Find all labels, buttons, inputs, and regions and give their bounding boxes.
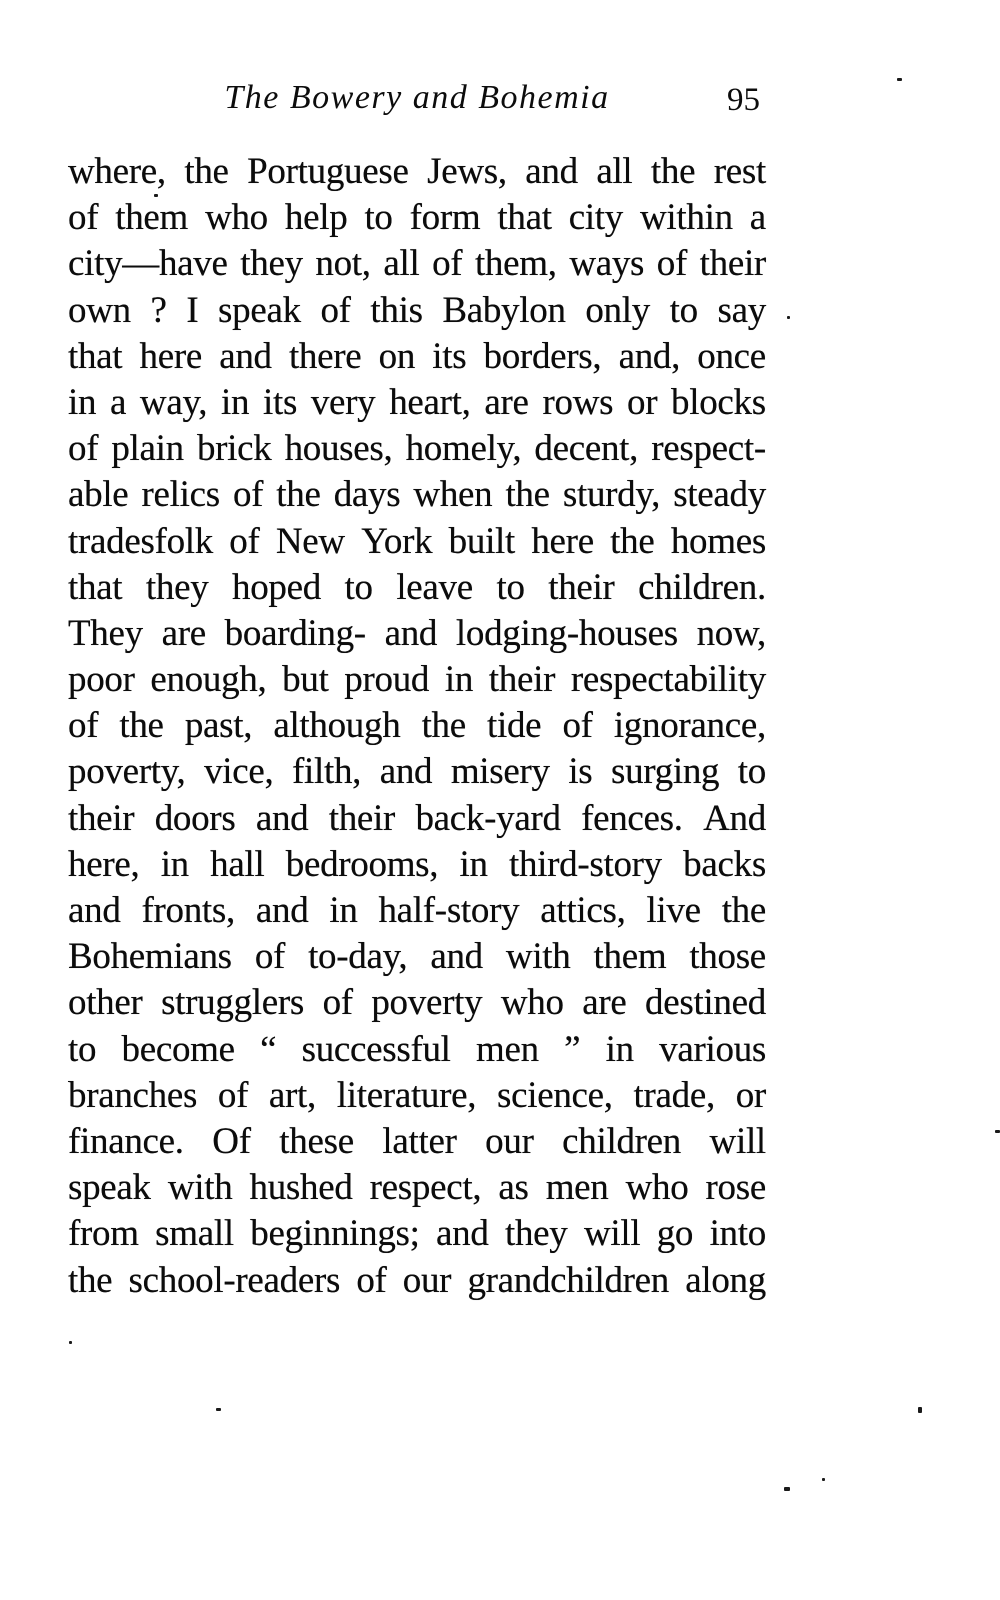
word: and, <box>618 335 681 377</box>
word: their <box>548 566 615 608</box>
word: past, <box>184 705 253 747</box>
text-line-16 <box>68 842 766 888</box>
text-line-13 <box>68 703 766 749</box>
word: are <box>582 982 627 1024</box>
word: of <box>562 705 593 747</box>
text-line-23 <box>68 1165 766 1211</box>
word: blocks <box>671 381 766 423</box>
text-line-8 <box>68 472 766 518</box>
word: form <box>409 197 481 239</box>
text-line-22 <box>68 1119 766 1165</box>
word: their <box>699 243 766 285</box>
word: beginnings; <box>250 1213 420 1255</box>
word: with <box>505 936 571 978</box>
word: where, <box>68 151 166 192</box>
word: half-story <box>378 890 520 931</box>
word: leave <box>396 566 473 608</box>
word: the <box>184 151 229 192</box>
text-line-6 <box>68 380 766 426</box>
text-line-7 <box>68 426 766 472</box>
word: to <box>68 1028 97 1070</box>
text-line-4 <box>68 288 766 334</box>
word: children <box>562 1120 681 1162</box>
word: here <box>139 335 202 377</box>
text-line-11 <box>68 611 766 657</box>
word: bedrooms, <box>285 843 439 885</box>
word: to <box>364 197 393 239</box>
word: now, <box>696 612 766 654</box>
word: Babylon <box>442 289 566 331</box>
word: on <box>378 335 416 377</box>
word: attics, <box>540 890 626 931</box>
word: there <box>288 335 362 377</box>
word: Portuguese <box>247 151 409 192</box>
word: branches <box>68 1074 198 1116</box>
word: respectability <box>570 659 766 701</box>
word: along <box>685 1259 766 1301</box>
word: children. <box>638 566 766 608</box>
word: will <box>583 1213 641 1255</box>
text-line-1 <box>68 149 766 195</box>
word: in <box>444 659 474 701</box>
word: ” <box>564 1028 581 1070</box>
word: the <box>650 151 696 192</box>
word: lodging-houses <box>455 612 678 654</box>
word: small <box>155 1213 234 1255</box>
text-line-5 <box>68 334 766 380</box>
word: become <box>121 1028 235 1070</box>
word: in <box>459 843 488 885</box>
word: of <box>68 428 99 470</box>
scan-speck <box>897 78 902 81</box>
word: this <box>370 289 423 331</box>
text-line-20 <box>68 1027 766 1073</box>
word: say <box>717 289 766 331</box>
word: very <box>310 381 376 423</box>
word: who <box>625 1167 689 1209</box>
word: a <box>749 197 766 239</box>
word: Of <box>212 1120 251 1162</box>
word: their <box>68 797 135 839</box>
word: They <box>68 612 143 654</box>
running-header <box>68 76 766 120</box>
scan-speck <box>787 316 790 319</box>
word: trade, <box>633 1074 715 1116</box>
word: houses, <box>284 428 393 470</box>
word: although <box>273 705 401 747</box>
word: latter <box>382 1120 457 1162</box>
word: the <box>276 474 321 516</box>
text-line-10 <box>68 565 766 611</box>
word: respect, <box>369 1167 482 1209</box>
word: homes <box>670 520 766 562</box>
word: they <box>240 243 303 285</box>
word: and <box>436 1213 489 1255</box>
word: and <box>379 751 433 793</box>
word: of <box>254 936 286 978</box>
word: third-story <box>508 843 662 885</box>
word: when <box>413 474 493 516</box>
word: poor <box>68 659 135 701</box>
word: to <box>669 289 698 331</box>
scan-speck <box>918 1407 922 1413</box>
word: into <box>709 1213 766 1255</box>
word: these <box>279 1120 354 1162</box>
text-line-9 <box>68 519 766 565</box>
word: here, <box>68 843 140 885</box>
word: able <box>68 474 129 516</box>
word: doors <box>154 797 236 839</box>
word: boarding- <box>224 612 366 654</box>
word: of <box>320 289 351 331</box>
word: backs <box>683 843 766 885</box>
word: or <box>627 381 658 423</box>
word: Jews, <box>427 151 507 192</box>
word: all <box>383 243 420 285</box>
word: tide <box>487 705 542 747</box>
word: or <box>735 1074 766 1116</box>
word: “ <box>260 1028 277 1070</box>
text-line-15 <box>68 796 766 842</box>
word: all <box>596 151 633 192</box>
scan-speck <box>822 1478 825 1481</box>
body-text <box>68 149 766 1304</box>
word: city—have <box>68 243 228 285</box>
word: ways <box>569 243 645 285</box>
word: I <box>186 289 199 331</box>
word: in <box>68 381 97 423</box>
word: literature, <box>336 1074 477 1116</box>
word: heart, <box>389 381 471 423</box>
word: within <box>640 197 733 239</box>
word: destined <box>645 982 766 1024</box>
word: science, <box>497 1074 613 1116</box>
word: rest <box>713 151 766 192</box>
text-line-14 <box>68 749 766 795</box>
word: and <box>255 890 309 931</box>
word: and <box>525 151 578 192</box>
word: only <box>585 289 650 331</box>
word: are <box>161 612 206 654</box>
word: those <box>689 936 766 978</box>
word: the <box>68 1259 113 1301</box>
word: relics <box>141 474 220 516</box>
word: and <box>68 890 121 931</box>
word: built <box>448 520 516 562</box>
word: vice, <box>204 751 274 793</box>
word: who <box>205 197 268 239</box>
word: them <box>115 197 189 239</box>
text-line-25 <box>68 1258 766 1304</box>
word: our <box>485 1120 534 1162</box>
word: the <box>721 890 766 931</box>
word: of <box>232 474 264 516</box>
word: of <box>322 982 353 1024</box>
word: ? <box>150 289 167 331</box>
word: of <box>217 1074 249 1116</box>
word: will <box>709 1120 766 1162</box>
word: steady <box>673 474 766 516</box>
word: back-yard <box>415 797 561 839</box>
word: proud <box>344 659 430 701</box>
word: respect- <box>651 428 766 470</box>
word: here <box>531 520 594 562</box>
word: filth, <box>292 751 362 793</box>
word: enough, <box>150 659 267 701</box>
text-line-19 <box>68 980 766 1026</box>
word: And <box>703 797 766 839</box>
word: tradesfolk <box>68 520 213 562</box>
scan-speck <box>216 1408 221 1411</box>
scan-speck <box>995 1130 1000 1133</box>
word: and <box>219 335 272 377</box>
word: sturdy, <box>562 474 661 516</box>
word: from <box>68 1213 139 1255</box>
word: in <box>160 843 189 885</box>
word: hall <box>210 843 265 885</box>
text-line-17 <box>68 888 766 934</box>
word: our <box>402 1259 452 1301</box>
word: and <box>255 797 309 839</box>
word: poverty, <box>68 751 186 793</box>
word: a <box>109 381 127 423</box>
word: New <box>275 520 345 562</box>
word: help <box>284 197 348 239</box>
word: borders, <box>483 335 602 377</box>
word: in <box>221 381 250 423</box>
word: their <box>488 659 556 701</box>
scan-speck <box>784 1487 790 1491</box>
word: them <box>593 936 667 978</box>
word: ignorance, <box>613 705 766 747</box>
word: to <box>344 566 373 608</box>
word: and <box>430 936 483 978</box>
word: surging <box>610 751 720 793</box>
word: fences. <box>581 797 683 839</box>
word: speak <box>218 289 301 331</box>
word: is <box>568 751 593 793</box>
word: of <box>432 243 463 285</box>
word: men <box>476 1028 539 1070</box>
word: in <box>605 1028 634 1070</box>
word: successful <box>301 1028 451 1070</box>
word: of <box>68 705 99 747</box>
page-number: 95 <box>727 82 760 118</box>
word: but <box>282 659 329 701</box>
word: city <box>568 197 623 239</box>
text-line-3 <box>68 241 766 287</box>
word: go <box>656 1213 694 1255</box>
word: not, <box>315 243 371 285</box>
word: misery <box>450 751 550 793</box>
word: that <box>68 566 123 608</box>
word: finance. <box>68 1120 184 1162</box>
word: rose <box>705 1167 766 1209</box>
word: that <box>68 335 123 377</box>
word: various <box>659 1028 766 1070</box>
text-line-2 <box>68 195 766 241</box>
word: the <box>505 474 550 516</box>
word: they <box>145 566 209 608</box>
word: Bohemians <box>68 936 232 978</box>
word: to-day, <box>308 936 408 978</box>
chapter-title: The Bowery and Bohemia <box>224 79 610 116</box>
word: of <box>229 520 260 562</box>
word: to <box>737 751 766 793</box>
word: other <box>68 982 143 1024</box>
word: hoped <box>232 566 321 608</box>
scan-speck <box>69 1341 72 1344</box>
word: the <box>119 705 164 747</box>
word: plain <box>111 428 184 470</box>
word: of <box>68 197 99 239</box>
word: its <box>432 335 467 377</box>
word: way, <box>139 381 208 423</box>
word: brick <box>196 428 272 470</box>
word: with <box>167 1167 233 1209</box>
word: as <box>498 1167 529 1209</box>
word: who <box>500 982 564 1024</box>
word: of <box>356 1259 387 1301</box>
word: strugglers <box>161 982 305 1024</box>
word: grandchildren <box>467 1259 670 1301</box>
word: speak <box>68 1167 151 1209</box>
word: days <box>333 474 401 516</box>
word: that <box>497 197 552 239</box>
word: school-readers <box>128 1259 341 1301</box>
word: fronts, <box>141 890 235 931</box>
word: are <box>484 381 529 423</box>
word: decent, <box>534 428 639 470</box>
word: them, <box>474 243 557 285</box>
word: live <box>646 890 701 931</box>
word: homely, <box>405 428 522 470</box>
word: their <box>328 797 396 839</box>
word: poverty <box>371 982 483 1024</box>
word: own <box>68 289 131 331</box>
word: once <box>697 335 766 377</box>
word: in <box>329 890 358 931</box>
word: to <box>496 566 525 608</box>
word: its <box>262 381 298 423</box>
word: and <box>384 612 438 654</box>
word: hushed <box>249 1167 353 1209</box>
word: the <box>610 520 655 562</box>
word: men <box>545 1167 609 1209</box>
word: rows <box>542 381 614 423</box>
text-line-12 <box>68 657 766 703</box>
word: York <box>361 520 433 562</box>
text-line-24 <box>68 1211 766 1257</box>
text-line-21 <box>68 1073 766 1119</box>
text-line-18 <box>68 934 766 980</box>
word: they <box>505 1213 568 1255</box>
word: art, <box>268 1074 316 1116</box>
word: the <box>421 705 466 747</box>
word: of <box>656 243 688 285</box>
